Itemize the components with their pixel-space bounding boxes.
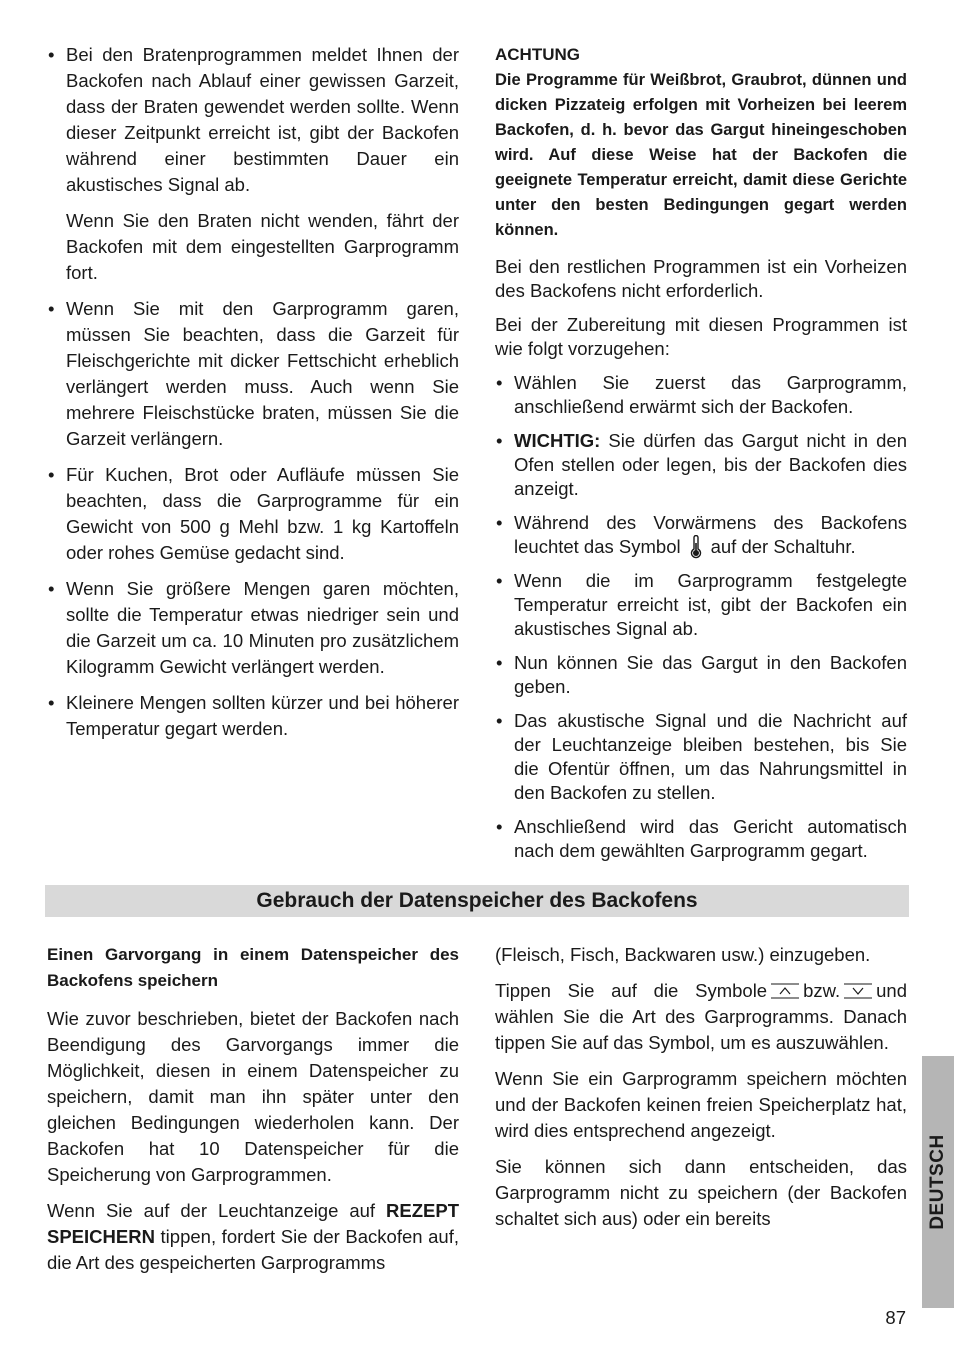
list-item-continuation: Wenn Sie den Braten nicht wenden, fährt der Backofen mit dem eingestellten Garprogramm fort.: [66, 210, 459, 283]
paragraph: Wenn Sie ein Garprogramm speichern möchten und der Backofen keinen freien Speicherplatz hat, wird dies entsprechend angezeigt.: [495, 1068, 907, 1141]
list-item: • Wählen Sie zuerst das Garprogramm, anschließend erwärmt sich der Backofen.: [495, 371, 907, 419]
important-label: WICHTIG:: [514, 430, 601, 451]
left-column-bottom: [47, 942, 459, 1286]
achtung-text: Die Programme für Weißbrot, Graubrot, dünnen und dicken Pizzateig erfolgen mit Vorheizen bei leerem Backofen, d. h. bevor das Gargut hineingeschoben wird. Auf diese Weise hat der Backofen die geeignete Temperatur erreicht, damit diese Gerichte unter den besten Bedingungen gegart werden können.: [495, 71, 907, 239]
subheading: Einen Garvorgang in einem Datenspeicher des Backofens speichern: [47, 945, 459, 990]
list-item: • WICHTIG: Sie dürfen das Gargut nicht in den Ofen stellen oder legen, bis der Backofen dies anzeigt.: [495, 429, 907, 501]
list-item: • Während des Vorwärmens des Backofens leuchtet das Symbol auf der Schaltuhr.: [495, 511, 907, 559]
chevron-down-icon: [844, 980, 872, 996]
list-item: • Für Kuchen, Brot oder Aufläufe müssen Sie beachten, dass die Garprogramme für ein Gewicht von 500 g Mehl bzw. 1 kg Kartoffeln oder rohes Gemüse gedacht sind.: [47, 462, 459, 566]
section-title: Gebrauch der Datenspeicher des Backofens: [256, 889, 698, 912]
list-item: • Wenn Sie mit den Garprogramm garen, müssen Sie beachten, dass die Garzeit für Fleischgerichte mit dicker Fettschicht erheblich verlängert werden muss. Auch wenn Sie mehrere Fleischstücke braten, müssen Sie die Garzeit verlängern.: [47, 296, 459, 452]
list-item: • Nun können Sie das Gargut in den Backofen geben.: [495, 651, 907, 699]
paragraph: Bei den restlichen Programmen ist ein Vorheizen des Backofens nicht erforderlich.: [495, 256, 907, 301]
language-tab: [922, 1056, 954, 1308]
paragraph: Wenn Sie auf der Leuchtanzeige auf REZEPT SPEICHERN tippen, fordert Sie der Backofen auf, die Art des gespeicherten Garprogramms: [47, 1200, 459, 1273]
list-item: • Anschließend wird das Gericht automatisch nach dem gewählten Garprogramm gegart.: [495, 815, 907, 863]
paragraph: Bei der Zubereitung mit diesen Programmen ist wie folgt vorzugehen:: [495, 314, 907, 359]
achtung-heading: ACHTUNG: [495, 45, 580, 64]
thermometer-icon: [687, 535, 705, 559]
paragraph: (Fleisch, Fisch, Backwaren usw.) einzugeben.: [495, 944, 871, 965]
bullet-list-procedure: [495, 371, 907, 863]
bullet-list-cooking-notes-2: [47, 296, 459, 742]
list-item: • Wenn die im Garprogramm festgelegte Temperatur erreicht ist, gibt der Backofen ein akustisches Signal ab.: [495, 569, 907, 641]
rezept-speichern-label: REZEPT SPEICHERN: [47, 1200, 459, 1247]
paragraph: Tippen Sie auf die Symbole bzw. und wählen Sie die Art des Garprogramms. Danach tippen Sie auf das Symbol, um es auszuwählen.: [495, 980, 907, 1053]
right-column-bottom: [495, 942, 907, 1242]
right-column-top: [495, 42, 907, 873]
bullet-list-cooking-notes: [47, 42, 459, 198]
section-banner: [45, 885, 909, 917]
paragraph: Wie zuvor beschrieben, bietet der Backofen nach Beendigung des Garvorgangs immer die Möglichkeit, diesen in einem Datenspeicher zu speichern, damit man ihn später unter den gleichen Bedingungen wiederholen kann. Der Backofen hat 10 Datenspeicher für die Speicherung von Garprogrammen.: [47, 1008, 459, 1185]
list-item: [47, 42, 459, 198]
page-number: 87: [885, 1307, 906, 1328]
list-item: • Das akustische Signal und die Nachricht auf der Leuchtanzeige bleiben bestehen, bis Sie die Ofentür öffnen, um das Nahrungsmittel in den Backofen zu stellen.: [495, 709, 907, 805]
list-item: • Kleinere Mengen sollten kürzer und bei höherer Temperatur gegart werden.: [47, 690, 459, 742]
left-column-top: [47, 42, 459, 752]
list-item: • Wenn Sie größere Mengen garen möchten, sollte die Temperatur etwas niedriger sein und die Garzeit um ca. 10 Minuten pro zusätzlichem Kilogramm Gewicht verlängert werden.: [47, 576, 459, 680]
list-item-text: Bei den Bratenprogrammen meldet Ihnen der Backofen nach Ablauf einer gewissen Garzeit, dass der Braten gewendet werden sollte. Wenn dieser Zeitpunkt erreicht ist, gibt der Backofen während einer bestimmten Dauer ein akustisches Signal ab.: [66, 44, 459, 195]
chevron-up-icon: [771, 980, 799, 996]
paragraph: Sie können sich dann entscheiden, das Garprogramm nicht zu speichern (der Backofen schaltet sich aus) oder ein bereits: [495, 1156, 907, 1229]
language-label: DEUTSCH: [927, 1134, 948, 1230]
